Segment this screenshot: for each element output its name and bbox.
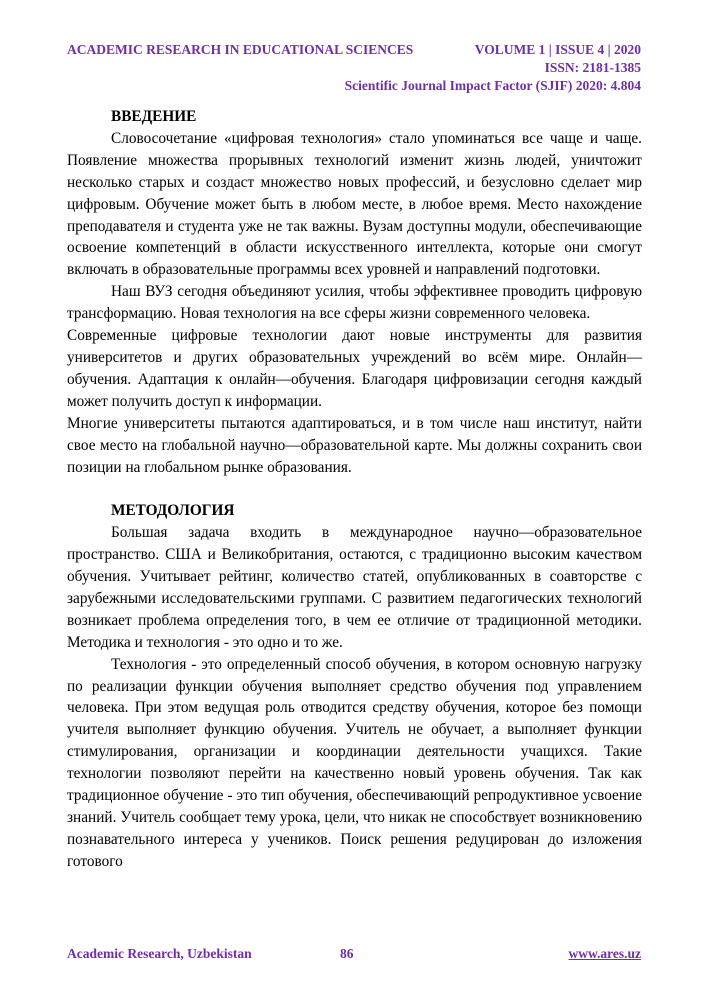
volume-issue: VOLUME 1 | ISSUE 4 | 2020 bbox=[474, 42, 641, 57]
section-heading-methodology: МЕТОДОЛОГИЯ bbox=[111, 502, 235, 520]
section-spacer bbox=[67, 478, 642, 500]
paragraph: Словосочетание «цифровая технология» стало упоминаться все чаще и чаще. Появление множества прорывных технологий изменит жизнь людей, уничтожит несколько старых и создаст множество новых профессий, и безусловно сделает мир цифровым. Обучение может быть в любом месте, в любое время. Место нахождение преподавателя и студента уже не так важны. Вузам доступны модули, обеспечивающие освоение компетенций в области искусственного интеллекта, которые они смогут включать в образовательные программы всех уровней и направлений подготовки. bbox=[67, 129, 642, 279]
journal-title: ACADEMIC RESEARCH IN EDUCATIONAL SCIENCES bbox=[67, 42, 414, 57]
page-number: 86 bbox=[340, 946, 354, 961]
impact-factor: Scientific Journal Impact Factor (SJIF) 2020: 4.804 bbox=[344, 78, 641, 93]
section-heading-intro: ВВЕДЕНИЕ bbox=[111, 108, 197, 125]
issn: ISSN: 2181-1385 bbox=[544, 60, 641, 75]
footer-publisher: Academic Research, Uzbekistan bbox=[67, 946, 252, 961]
paragraph: Технология - это определенный способ обучения, в котором основную нагрузку по реализации функции обучения выполняет средство обучения под управлением человека. При этом ведущая роль отводится средству обучения, которое без помощи учителя выполняет функцию обучения. Учитель не обучает, а выполняет функции стимулирования, организации и координации деятельности учащихся. Такие технологии позволяют перейти на качественно новый уровень обучения. Так как традиционное обучение - это тип обучения, обеспечивающий репродуктивное усвоение знаний. Учитель сообщает тему урока, цели, что никак не способствует возникновению познавательного интереса у учеников. Поиск решения редуцирован до изложения готового bbox=[67, 655, 642, 870]
paragraph: Многие университеты пытаются адаптироваться, и в том числе наш институт, найти свое место на глобальной научно—образовательной карте. Мы должны сохранить свои позиции на глобальном рынке образования. bbox=[67, 414, 642, 476]
paragraph: Большая задача входить в международное научно—образовательное пространство. США и Великобритания, остаются, с традиционно высоким качеством обучения. Учитывает рейтинг, количество статей, опубликованных в соавторстве с зарубежными исследовательскими группами. С развитием педагогических технологий возникает проблема определения того, в чем ее отличие от традиционной методики. Методика и технология - это одно и то же. bbox=[67, 524, 642, 651]
paragraph: Современные цифровые технологии дают новые инструменты для развития университетов и других образовательных учреждений во всём мире. Онлайн—обучения. Адаптация к онлайн—обучения. Благодаря цифровизации сегодня каждый может получить доступ к информации. bbox=[67, 327, 642, 410]
paragraph: Наш ВУЗ сегодня объединяют усилия, чтобы эффективнее проводить цифровую трансформацию. Новая технология на все сферы жизни современного человека. bbox=[67, 283, 642, 323]
journal-website-link[interactable]: www.ares.uz bbox=[568, 946, 641, 961]
article-body bbox=[67, 106, 642, 873]
